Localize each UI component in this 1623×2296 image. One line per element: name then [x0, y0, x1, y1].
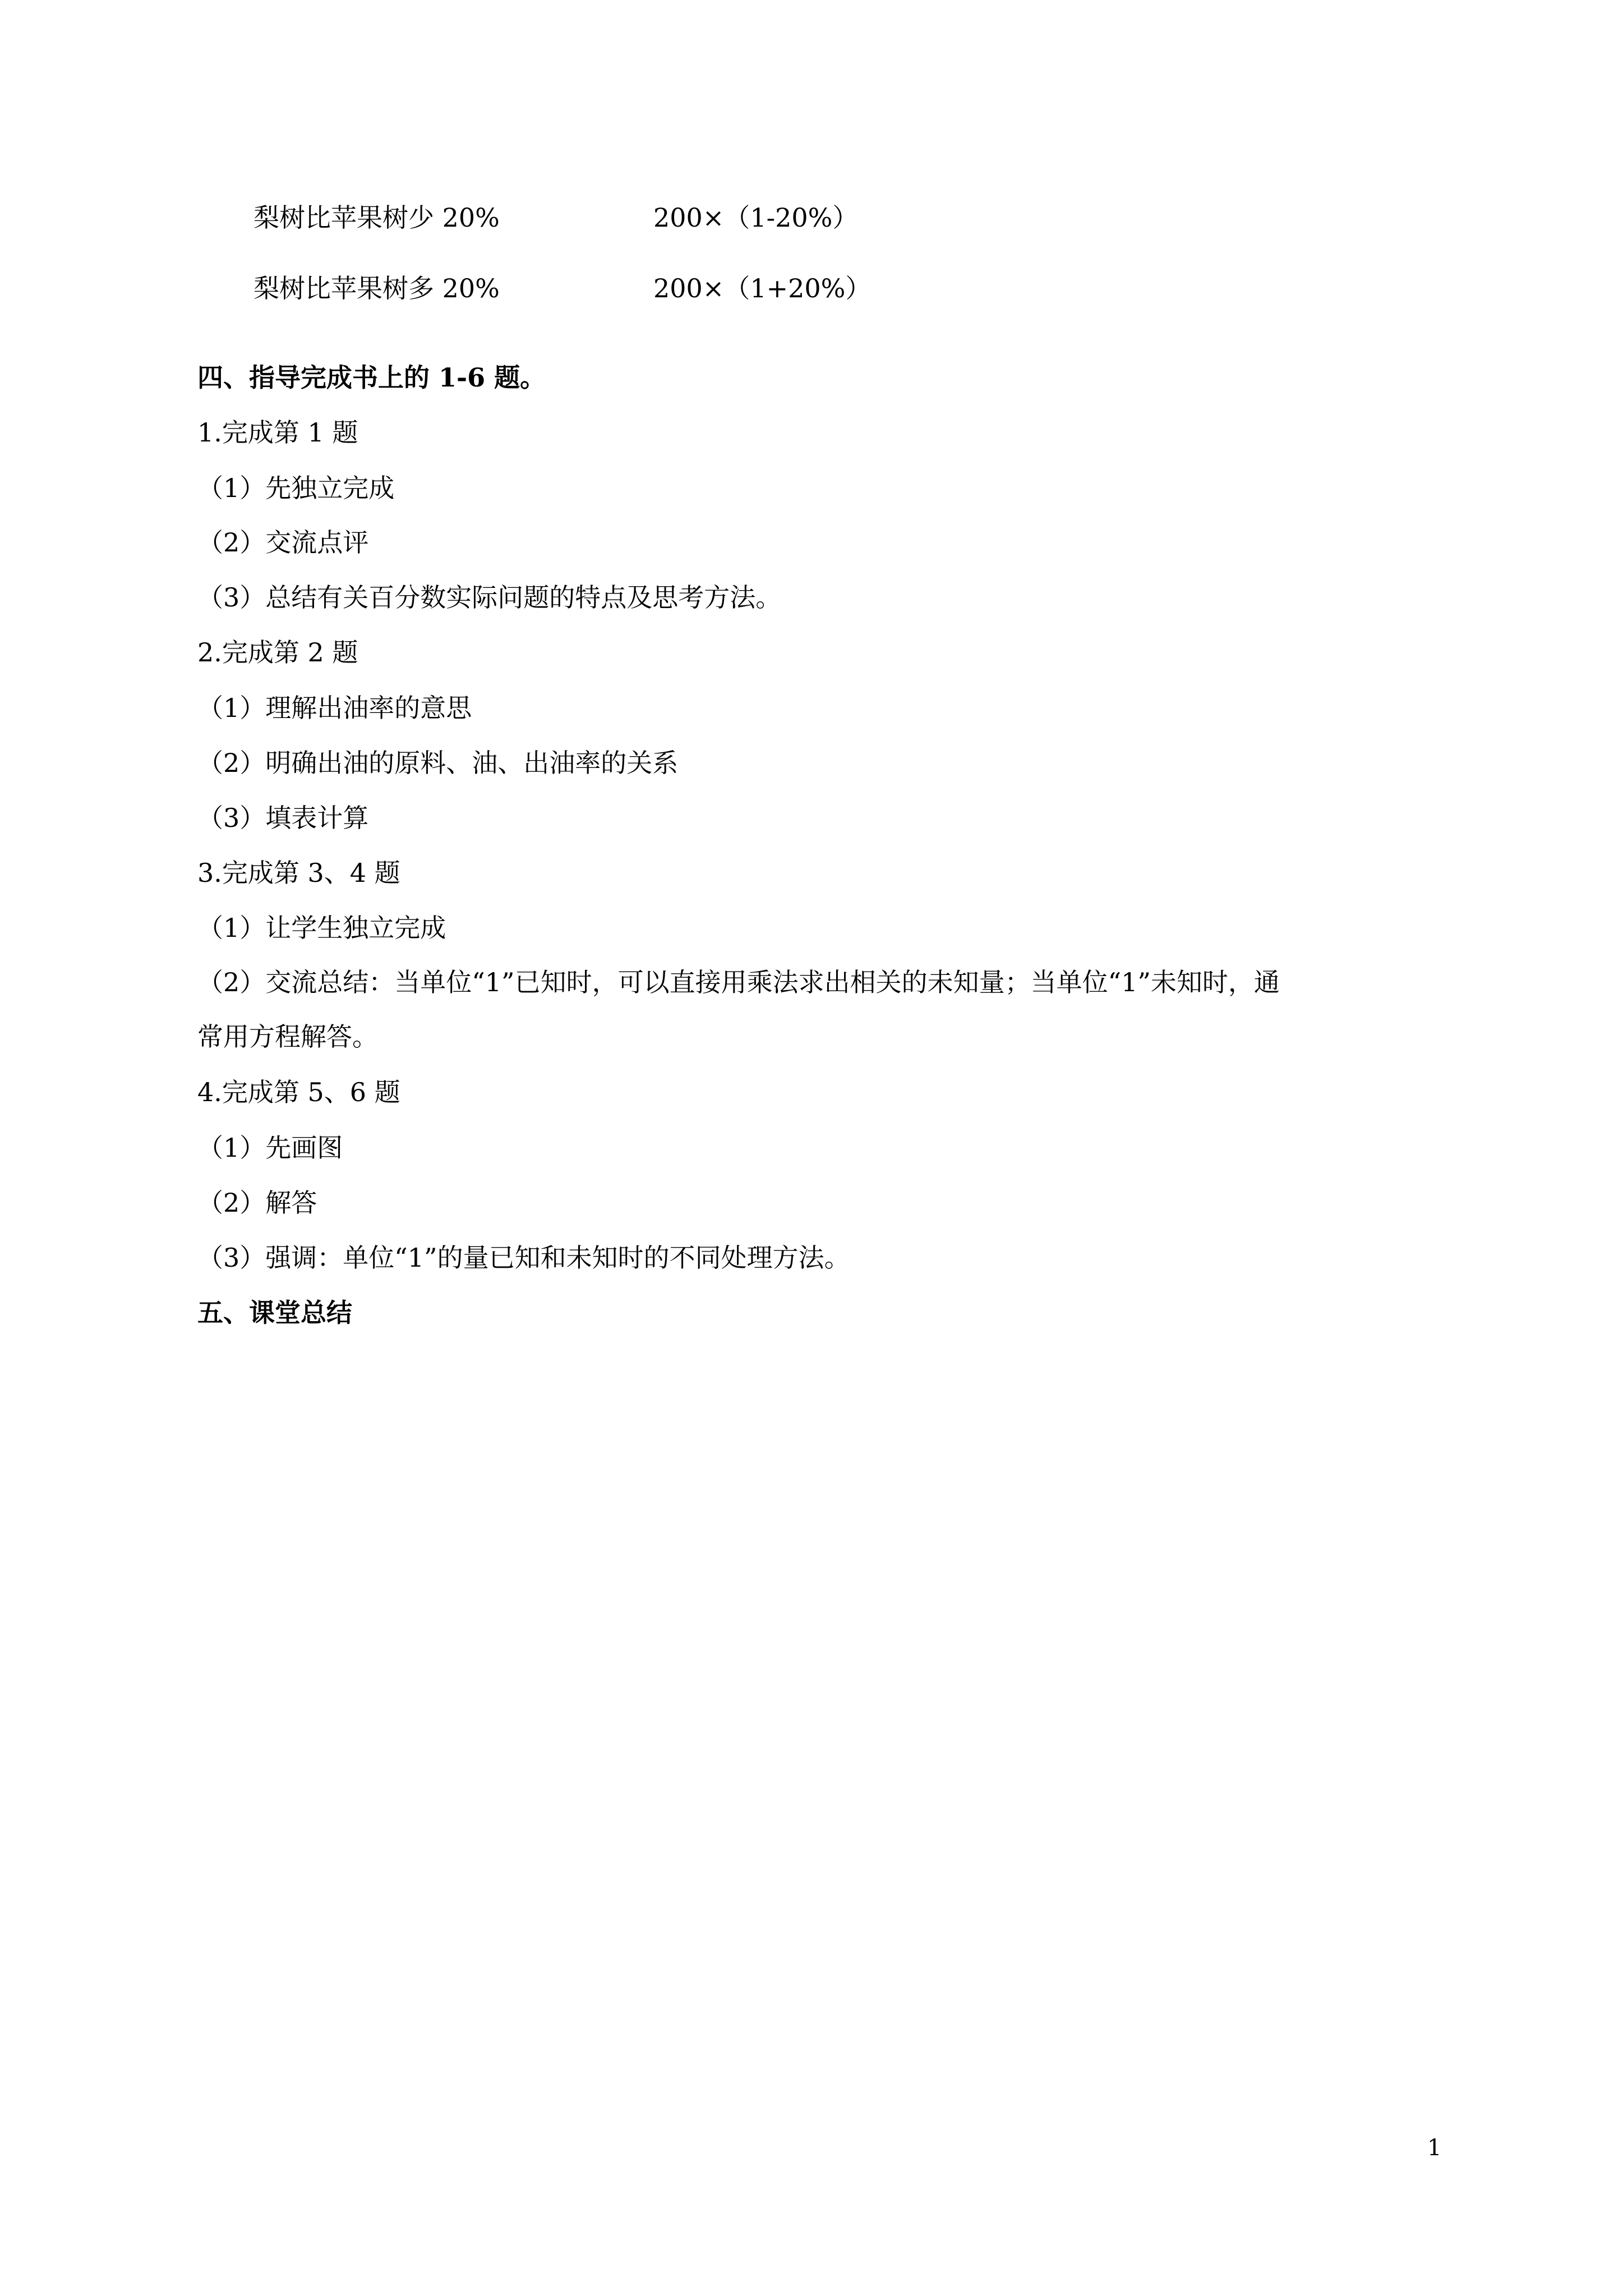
task-title: 2.完成第 2 题 [197, 637, 358, 668]
section-heading: 四、指导完成书上的 1-6 题。 [197, 362, 546, 393]
comparison-formula: 200×（1+20%） [653, 273, 872, 303]
comparison-formula: 200×（1-20%） [653, 203, 859, 233]
comparison-statement: 梨树比苹果树多 20% [253, 273, 500, 303]
page-number: 1 [1427, 2135, 1442, 2161]
comparison-statement: 梨树比苹果树少 20% [253, 203, 500, 233]
task-title: 3.完成第 3、4 题 [197, 858, 400, 888]
task-step: （1）理解出油率的意思 [197, 693, 472, 723]
task-step: （3）填表计算 [197, 803, 369, 833]
task-step: （2）明确出油的原料、油、出油率的关系 [197, 748, 679, 778]
task-step: （3）强调：单位“1”的量已知和未知时的不同处理方法。 [197, 1243, 850, 1273]
task-step: （2）交流点评 [197, 527, 369, 558]
task-step: （1）先画图 [197, 1133, 343, 1163]
task-step: （1）让学生独立完成 [197, 913, 446, 943]
task-step: （2）解答 [197, 1188, 317, 1218]
task-step: （3）总结有关百分数实际问题的特点及思考方法。 [197, 582, 782, 613]
task-step: 常用方程解答。 [197, 1022, 378, 1052]
task-title: 1.完成第 1 题 [197, 417, 358, 448]
task-step: （2）交流总结：当单位“1”已知时，可以直接用乘法求出相关的未知量；当单位“1”未知时，通 [197, 967, 1280, 997]
task-step: （1）先独立完成 [197, 473, 395, 503]
section-heading: 五、课堂总结 [197, 1297, 352, 1328]
task-title: 4.完成第 5、6 题 [197, 1077, 400, 1107]
